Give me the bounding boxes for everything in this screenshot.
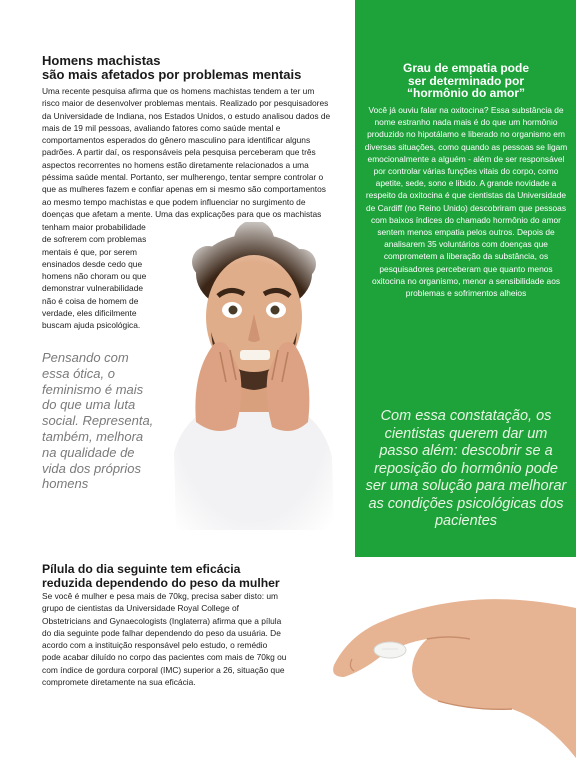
article2-title: Grau de empatia pode ser determinado por “hormônio do amor” [402,61,530,101]
article2-pull-quote: Com essa constatação, os cientistas querem dar um passo além: descobrir se a reposição do hormônio pode ser uma solução para melhorar as condições psicológicas dos pacientes [365,408,567,529]
article1-body-continued: tenham maior probabilidade de sofrerem com problemas mentais é que, por serem ensinados desde cedo que homens não choram ou que demonstrar vulnerabilidade não é coisa de homem de verdade, eles dificilmente buscam ajuda psicológica. [42,222,147,331]
article1-body: Uma recente pesquisa afirma que os homens machistas tendem a ter um risco maior de desenvolver problemas mentais. Realizado por pesquisadores da Universidade de Indiana, nos Estados Unidos, o estudo analisou dados de mais de 19 mil pessoas, avaliando fatores como saúde mental e comportamentos esperados do gênero masculino para identificar alguns padrões. A partir daí, os responsáveis pela pesquisa perceberam que três aspectos recorrentes no homens estão diretamente relacionados a uma péssima saúde mental. Portanto, ser mulherengo, tentar sempre controlar o que as mulheres fazem e confiar apenas em si mesmo são comportamentos ao mesmo tempo machistas e que podem influenciar no surgimento de doenças que afetam a mente. Uma das explicações para que os machistas [42,86,331,219]
article2-body: Você já ouviu falar na oxitocina? Essa substância de nome estranho nada mais é do que um hormônio produzido no hipotálamo e liberado no organismo em diversas situações, como quando as pessoas se ligam emocionalmente a alguém - além de ser responsável por controlar várias funções vitais do corpo, como apetite, sede, sono e libido. A grande novidade a respeito da oxitocina é que cientistas da Universidade de Cardiff (no Reino Unido) descobriram que pessoas com baixos índices do chamado hormônio do amor sentem menos empatia pelos outros. Depois de analisarem 35 voluntários com doenças que comprometem a liberação da substância, os pesquisadores perceberam que quanto menos oxitocina no organismo, menor a sensibilidade aos problemas e sofrimentos alheios [364,105,568,299]
nervous-man-photo [156,222,348,530]
hand-with-pill-photo [262,573,576,758]
article3-title: Pílula do dia seguinte tem eficácia reduzida dependendo do peso da mulher [42,562,280,590]
article1-title: Homens machistas são mais afetados por problemas mentais [42,53,302,82]
article1-pull-quote: Pensando com essa ótica, o feminismo é mais do que uma luta social. Representa, também, melhora na qualidade de vida dos próprios homens [42,350,154,492]
article3-body: Se você é mulher e pesa mais de 70kg, precisa saber disto: um grupo de cientistas da Universidade Royal College of Obstetricians and Gynaecologists (Inglaterra) afirma que a pílula do dia seguinte pode falhar dependendo do peso da usuária. De acordo com a instituição responsável pelo estudo, o remédio pode acabar diluído no corpo das pacientes com mais de 70kg ou com índice de gordura corporal (IMC) superior a 26, situação que compromete diretamente na sua eficácia. [42,591,287,688]
